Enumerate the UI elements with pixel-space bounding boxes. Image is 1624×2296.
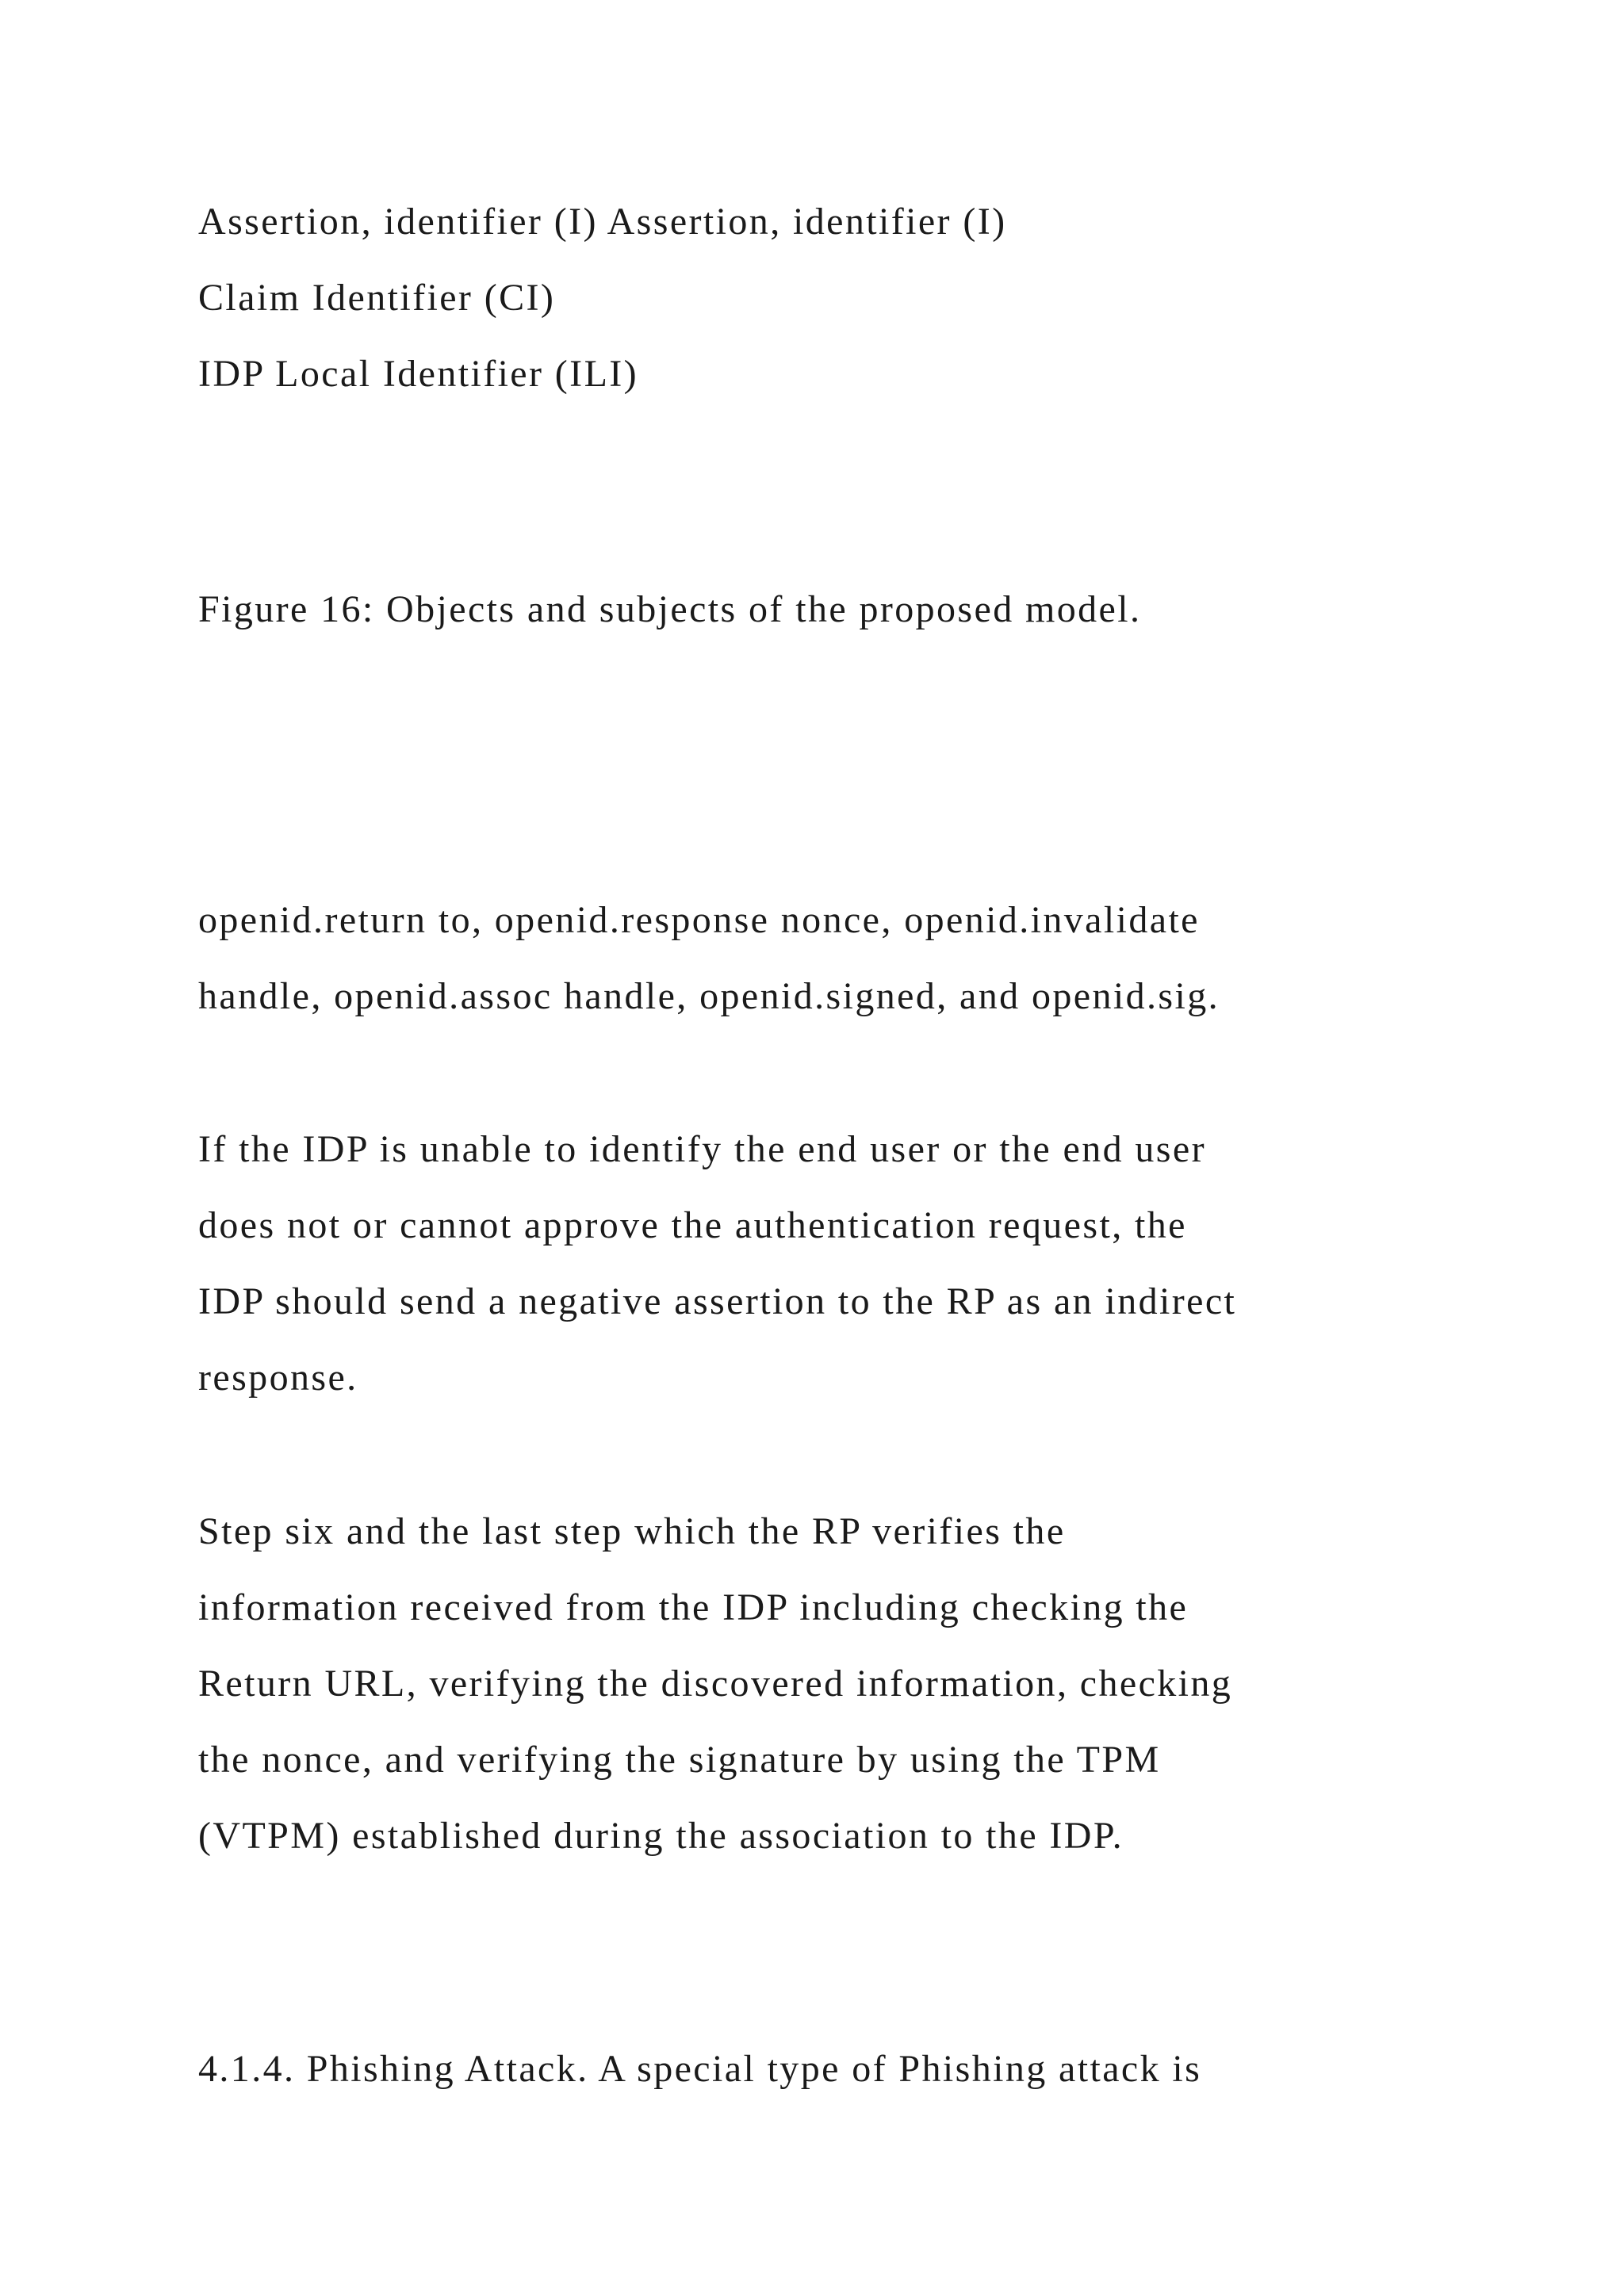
figure-label-claim-identifier: Claim Identifier (CI) — [198, 277, 556, 319]
paragraph-step-six-line: information received from the IDP including checking the — [198, 1586, 1189, 1628]
figure-label-idp-local-identifier: IDP Local Identifier (ILI) — [198, 353, 639, 395]
paragraph-step-six-line: Return URL, verifying the discovered information, checking — [198, 1663, 1233, 1705]
paragraph-step-six-line: Step six and the last step which the RP verifies the — [198, 1510, 1066, 1552]
paragraph-negative-assertion-line: does not or cannot approve the authentication request, the — [198, 1204, 1187, 1246]
section-heading-phishing-attack: 4.1.4. Phishing Attack. A special type of Phishing attack is — [198, 2048, 1202, 2090]
paragraph-negative-assertion-line: If the IDP is unable to identify the end user or the end user — [198, 1128, 1206, 1170]
paragraph-negative-assertion-line: IDP should send a negative assertion to the RP as an indirect — [198, 1280, 1237, 1322]
figure-caption: Figure 16: Objects and subjects of the proposed model. — [198, 588, 1142, 630]
figure-label-assertion-identifier: Assertion, identifier (I) Assertion, identifier (I) — [198, 201, 1007, 243]
paragraph-step-six-line: the nonce, and verifying the signature by using the TPM — [198, 1739, 1161, 1781]
paragraph-openid-line: handle, openid.assoc handle, openid.signed, and openid.sig. — [198, 975, 1220, 1017]
paragraph-negative-assertion-line: response. — [198, 1357, 358, 1399]
paragraph-step-six-line: (VTPM) established during the association to the IDP. — [198, 1815, 1124, 1857]
paragraph-openid-line: openid.return to, openid.response nonce, openid.invalidate — [198, 899, 1200, 941]
